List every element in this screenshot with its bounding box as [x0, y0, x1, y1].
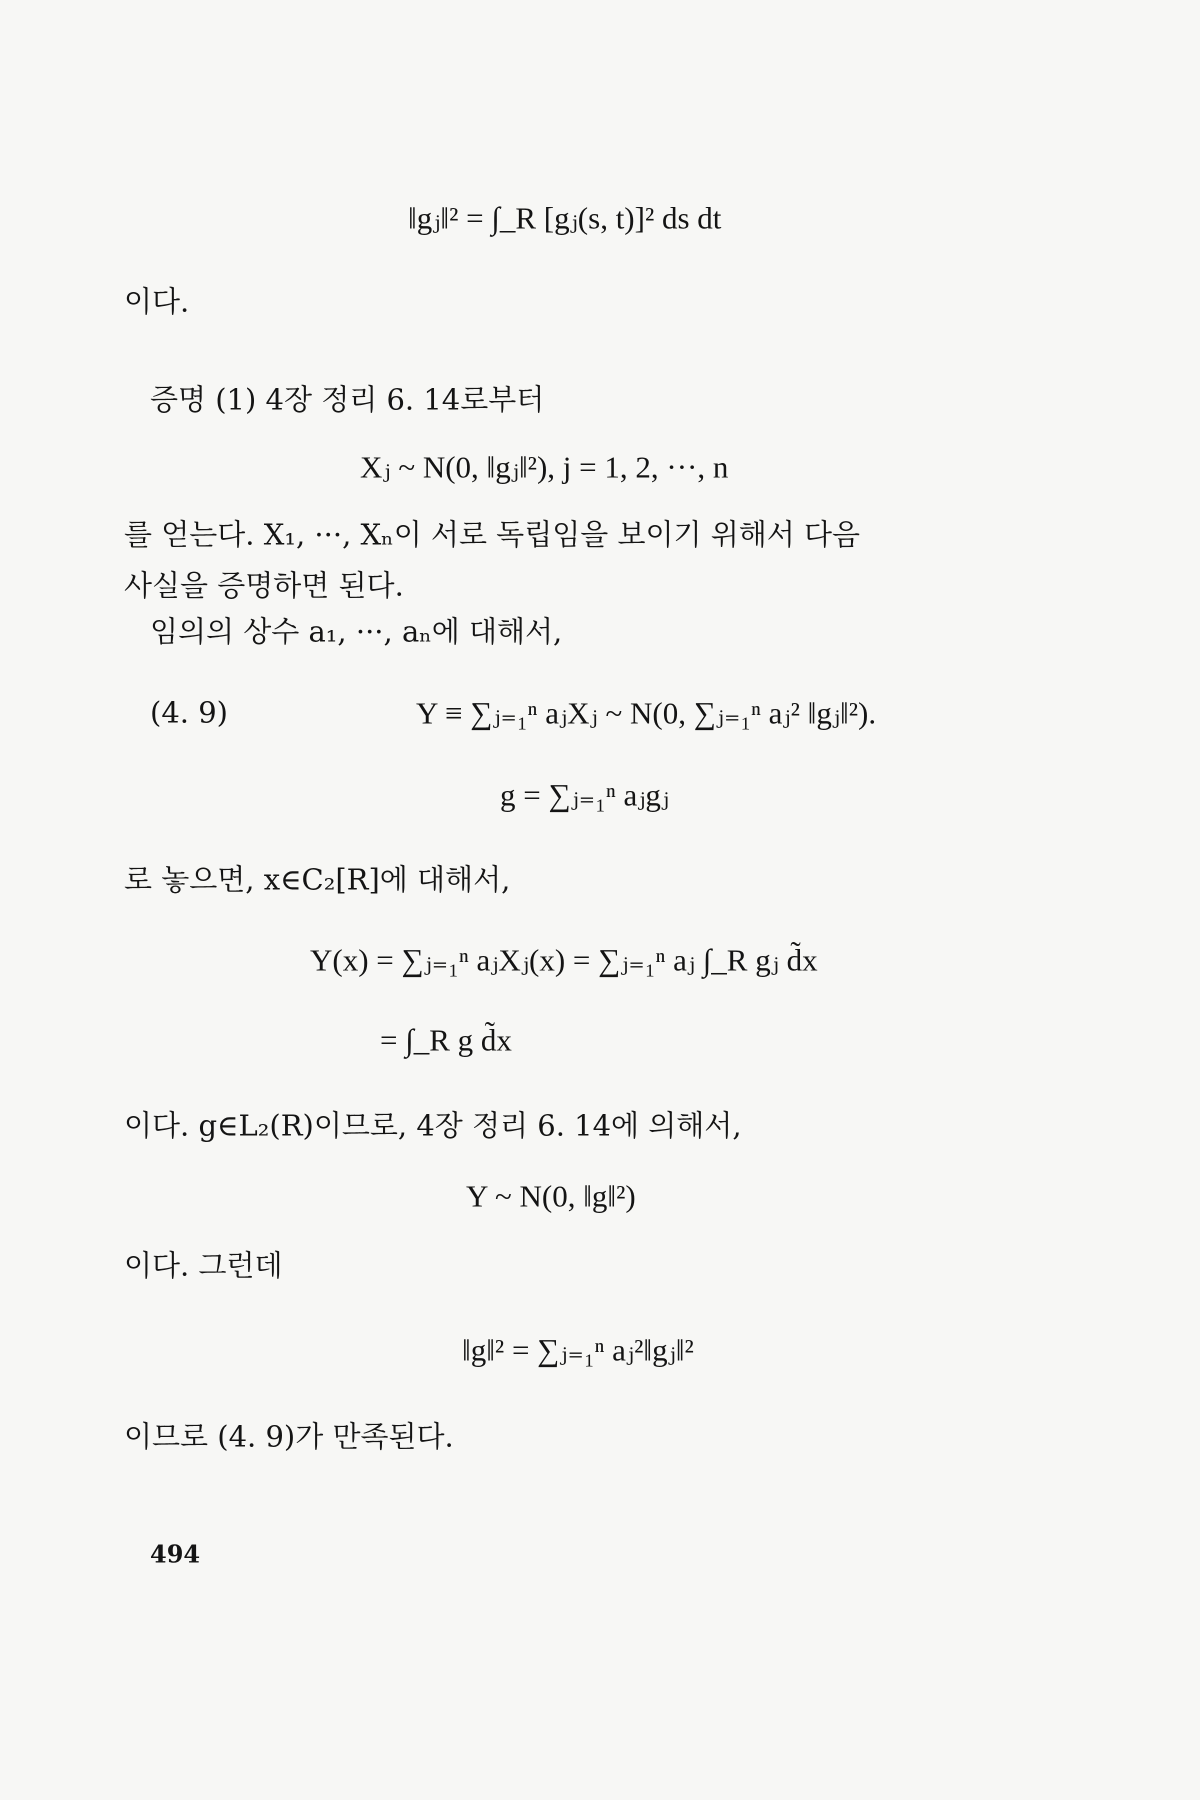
text-line: 이므로 (4. 9)가 만족된다. — [124, 1419, 454, 1454]
equation-norm-gj: ‖gⱼ‖² = ∫_R [gⱼ(s, t)]² ds dt — [408, 200, 722, 236]
text-line: 임의의 상수 a₁, ···, aₙ에 대해서, — [150, 614, 563, 649]
equation-y-distribution: Y ~ N(0, ‖g‖²) — [466, 1178, 636, 1214]
text-line: 사실을 증명하면 된다. — [124, 568, 404, 603]
equation-4-9: Y ≡ ∑ⱼ₌₁ⁿ aⱼXⱼ ~ N(0, ∑ⱼ₌₁ⁿ aⱼ² ‖gⱼ‖²). — [416, 695, 877, 731]
equation-norm-g: ‖g‖² = ∑ⱼ₌₁ⁿ aⱼ²‖gⱼ‖² — [462, 1332, 694, 1368]
text-line: 로 놓으면, x∈C₂[R]에 대해서, — [124, 862, 511, 897]
text-line: 이다. — [124, 284, 190, 319]
text-line: 이다. 그런데 — [124, 1248, 283, 1283]
equation-y-integral: = ∫_R g d̃x — [380, 1022, 512, 1058]
text-line: 이다. g∈L₂(R)이므로, 4장 정리 6. 14에 의해서, — [124, 1108, 742, 1143]
equation-xj-distribution: Xⱼ ~ N(0, ‖gⱼ‖²), j = 1, 2, ···, n — [360, 449, 729, 485]
page-number: 494 — [150, 1539, 201, 1569]
equation-number: (4. 9) — [150, 695, 228, 730]
equation-g-definition: g = ∑ⱼ₌₁ⁿ aⱼgⱼ — [500, 777, 670, 813]
equation-y-of-x: Y(x) = ∑ⱼ₌₁ⁿ aⱼXⱼ(x) = ∑ⱼ₌₁ⁿ aⱼ ∫_R gⱼ d̃x — [310, 942, 818, 978]
proof-heading: 증명 (1) 4장 정리 6. 14로부터 — [150, 382, 545, 417]
text-line: 를 얻는다. X₁, ···, Xₙ이 서로 독립임을 보이기 위해서 다음 — [124, 517, 861, 552]
